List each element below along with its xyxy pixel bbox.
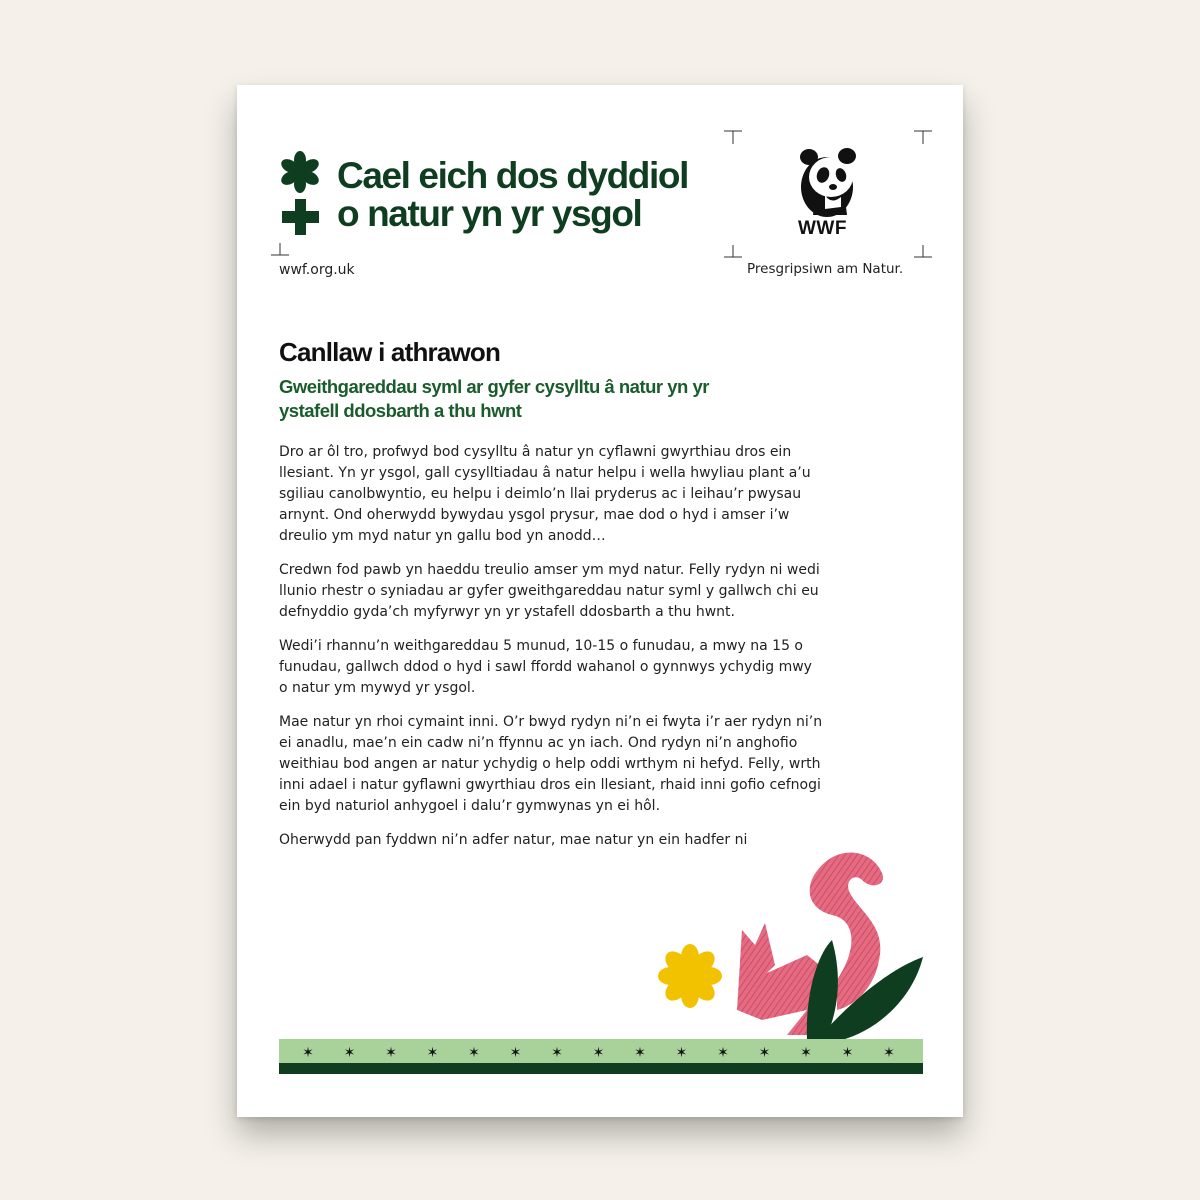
paragraph: Mae natur yn rhoi cymaint inni. O’r bwyd rydyn ni’n ei fwyta i’r aer rydyn ni’n ei anadlu, mae’n ein cadw ni’n ffynnu ac yn iach. Ond rydyn ni’n anghofio weithiau bod angen ar natur ychydig o help oddi wrthym ni hefyd. Felly, wrth inni adael i natur gyflawni gwyrthiau dros ein llesiant, rhaid inni gofio cefnogi ein byd naturiol anhygoel i dalu’r gymwynas yn ei hôl. — [279, 714, 823, 814]
star-icon: ✶ — [841, 1045, 854, 1061]
nature-illustration — [657, 835, 927, 1045]
panda-logo-icon — [795, 147, 861, 219]
star-icon: ✶ — [468, 1045, 480, 1061]
crop-mark — [914, 245, 934, 261]
website-url: wwf.org.uk — [279, 262, 355, 278]
crop-mark — [724, 130, 744, 146]
star-icon: ✶ — [426, 1045, 439, 1061]
star-icon: ✶ — [675, 1045, 688, 1061]
title-line-1: Cael eich dos dyddiol — [337, 155, 688, 196]
paragraph: Wedi’i rhannu’n weithgareddau 5 munud, 10-15 o funudau, a mwy na 15 o funudau, gallwch ddod o hyd i sawl ffordd wahanol o gynnwys ychydig mwy o natur ym mywyd yr ysgol. — [279, 638, 812, 696]
crop-mark — [914, 130, 934, 146]
star-icon: ✶ — [302, 1045, 314, 1061]
star-icon: ✶ — [634, 1045, 646, 1061]
body-text — [279, 442, 824, 864]
page-title — [337, 157, 757, 233]
star-icon: ✶ — [509, 1045, 522, 1061]
logo-label: WWF — [798, 218, 847, 239]
paragraph: Dro ar ôl tro, profwyd bod cysylltu â natur yn cyflawni gwyrthiau dros ein llesiant. Yn yr ysgol, gall cysylltiadau â natur helpu i wella hwyliau plant a’u sgiliau canolbwyntio, eu helpu i deimlo’n llai pryderus ac i leihau’r pwysau arnynt. Ond oherwydd bywydau ysgol prysur, mae dod o hyd i amser i’w dreulio ym myd natur yn gallu bod yn anodd… — [279, 444, 811, 544]
tagline: Presgripsiwn am Natur. — [747, 261, 904, 277]
title-line-2: o natur yn yr ysgol — [337, 193, 642, 234]
star-icon: ✶ — [883, 1045, 895, 1061]
flower-icon — [279, 151, 321, 193]
section-subheading: Gweithgareddau syml ar gyfer cysylltu â natur yn yr ystafell ddosbarth a thu hwnt — [279, 376, 709, 421]
star-icon: ✶ — [717, 1045, 729, 1061]
crop-mark — [271, 243, 291, 259]
document-page — [237, 85, 963, 1117]
paragraph: Oherwydd pan fyddwn ni’n adfer natur, mae natur yn ein hadfer ni — [279, 832, 748, 848]
flower-plus-icon — [279, 151, 325, 237]
star-row — [279, 1039, 923, 1065]
star-icon: ✶ — [343, 1045, 356, 1061]
star-icon: ✶ — [800, 1045, 812, 1061]
star-icon: ✶ — [385, 1045, 397, 1061]
plus-icon — [282, 199, 319, 235]
star-icon: ✶ — [592, 1045, 605, 1061]
daffodil-icon — [658, 944, 722, 1008]
star-icon: ✶ — [758, 1045, 771, 1061]
star-icon: ✶ — [551, 1045, 563, 1061]
crop-mark — [724, 245, 744, 261]
section-heading: Canllaw i athrawon — [279, 337, 501, 367]
paragraph: Credwn fod pawb yn haeddu treulio amser ym myd natur. Felly rydyn ni wedi llunio rhestr o syniadau ar gyfer gweithgareddau natur syml y gallwch chi eu defnyddio gyda’ch myfyrwyr yn yr ystafell ddosbarth a thu hwnt. — [279, 562, 820, 620]
